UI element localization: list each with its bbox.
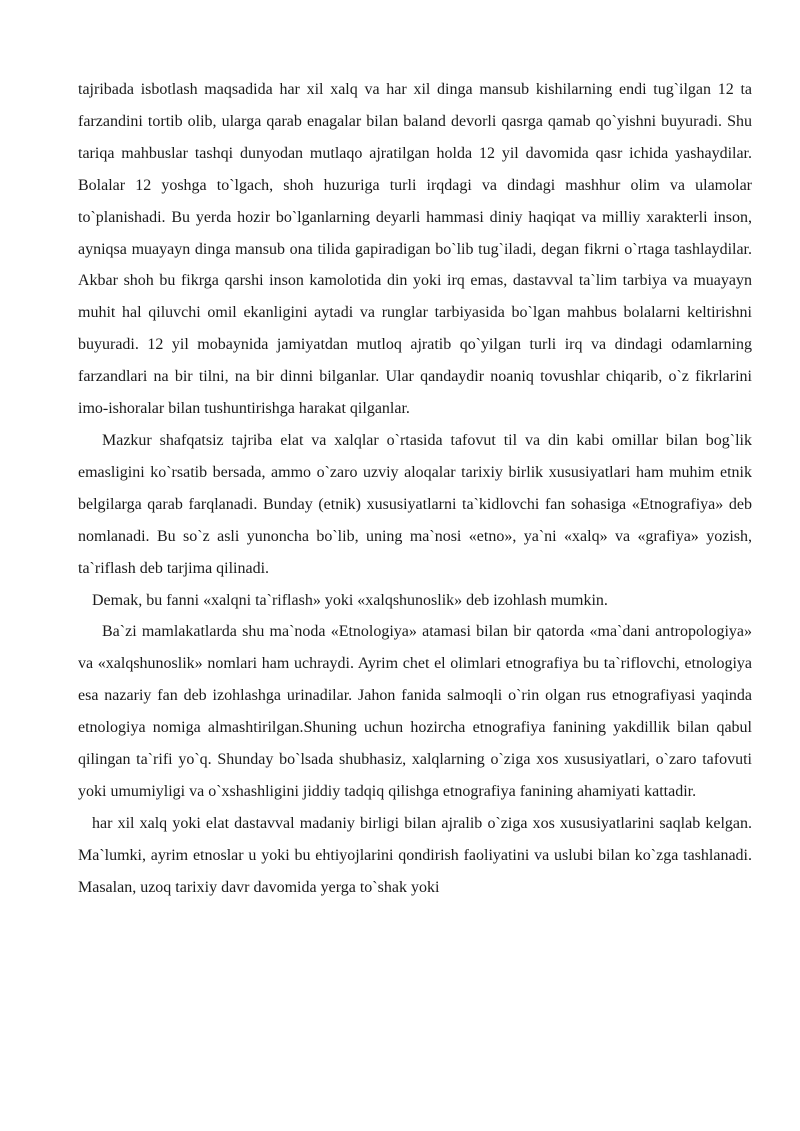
paragraph-etnografiya-definition: Mazkur shafqatsiz tajriba elat va xalqlar o`rtasida tafovut til va din kabi omillar bilan bog`lik emasligini ko`rsatib bersada, ammo o`zaro uzviy aloqalar tarixiy birlik xususiyatlari ham muhim etnik belgilarga qarab farqlanadi. Bunday (etnik) xususiyatlarni ta`kidlovchi fan sohasiga «Etnografiya» deb nomlanadi. Bu so`z asli yunoncha bo`lib, uning ma`nosi «etno», ya`ni «xalq» va «grafiya» yozish, ta`riflash deb tarjima qilinadi. <box>78 431 752 577</box>
paragraph-etnologiya: Ba`zi mamlakatlarda shu ma`noda «Etnologiya» atamasi bilan bir qatorda «ma`dani antropologiya» va «xalqshunoslik» nomlari ham uchraydi. Ayrim chet el olimlari etnografiya bu ta`riflovchi, etnologiya esa nazariy fan deb izohlashga urinadilar. Jahon fanida salmoqli o`rin olgan rus etnografiyasi yaqinda etnologiya nomiga almashtirilgan.Shuning uchun hozircha etnografiya fanining yakdillik bilan qabul qilingan ta`rifi yo`q. Shunday bo`lsada shubhasiz, xalqlarning o`ziga xos xususiyatlari, o`zaro tafovuti yoki umumiyligi va o`xshashligini jiddiy tadqiq qilishga etnografiya fanining ahamiyati kattadir. <box>78 623 752 800</box>
paragraph-madaniy-birlik: har xil xalq yoki elat dastavval madaniy birligi bilan ajralib o`ziga xos xususiyatlarini saqlab kelgan. Ma`lumki, ayrim etnoslar u yoki bu ehtiyojlarini qondirish faoliyatini va uslubi bilan ko`zga tashlanadi. Masalan, uzoq tarixiy davr davomida yerga to`shak yoki <box>78 814 752 896</box>
paragraph-xalqshunoslik: Demak, bu fanni «xalqni ta`riflash» yoki «xalqshunoslik» deb izohlash mumkin. <box>92 591 608 609</box>
paragraph-akbar-experiment: tajribada isbotlash maqsadida har xil xalq va har xil dinga mansub kishilarning endi tug`ilgan 12 ta farzandini tortib olib, ularga qarab enagalar bilan baland devorli qasrga qamab qo`yishni buyuradi. Shu tariqa mahbuslar tashqi dunyodan mutlaqo ajratilgan holda 12 yil davomida qasr ichida yashaydilar. Bolalar 12 yoshga to`lgach, shoh huzuriga turli irqdagi va dindagi mashhur olim va ulamolar to`planishadi. Bu yerda hozir bo`lganlarning deyarli hammasi diniy haqiqat va milliy xarakterli inson, ayniqsa muayayn dinga mansub ona tilida gapiradigan bo`lib tug`iladi, degan fikrni o`rtaga tashlaydilar. Akbar shoh bu fikrga qarshi inson kamolotida din yoki irq emas, dastavval ta`lim tarbiya va muayayn muhit hal qiluvchi omil ekanligini aytadi va runglar tarbiyasida bo`lgan mahbus bolalarni keltirishni buyuradi. 12 yil mobaynida jamiyatdan mutloq ajratib qo`yilgan turli irq va dindagi odamlarning farzandlari na bir tilni, na bir dinni bilganlar. Ular qandaydir noaniq tovushlar chiqarib, o`z fikrlarini imo-ishoralar bilan tushuntirishga harakat qilganlar. <box>78 81 752 418</box>
document-page <box>78 74 752 904</box>
